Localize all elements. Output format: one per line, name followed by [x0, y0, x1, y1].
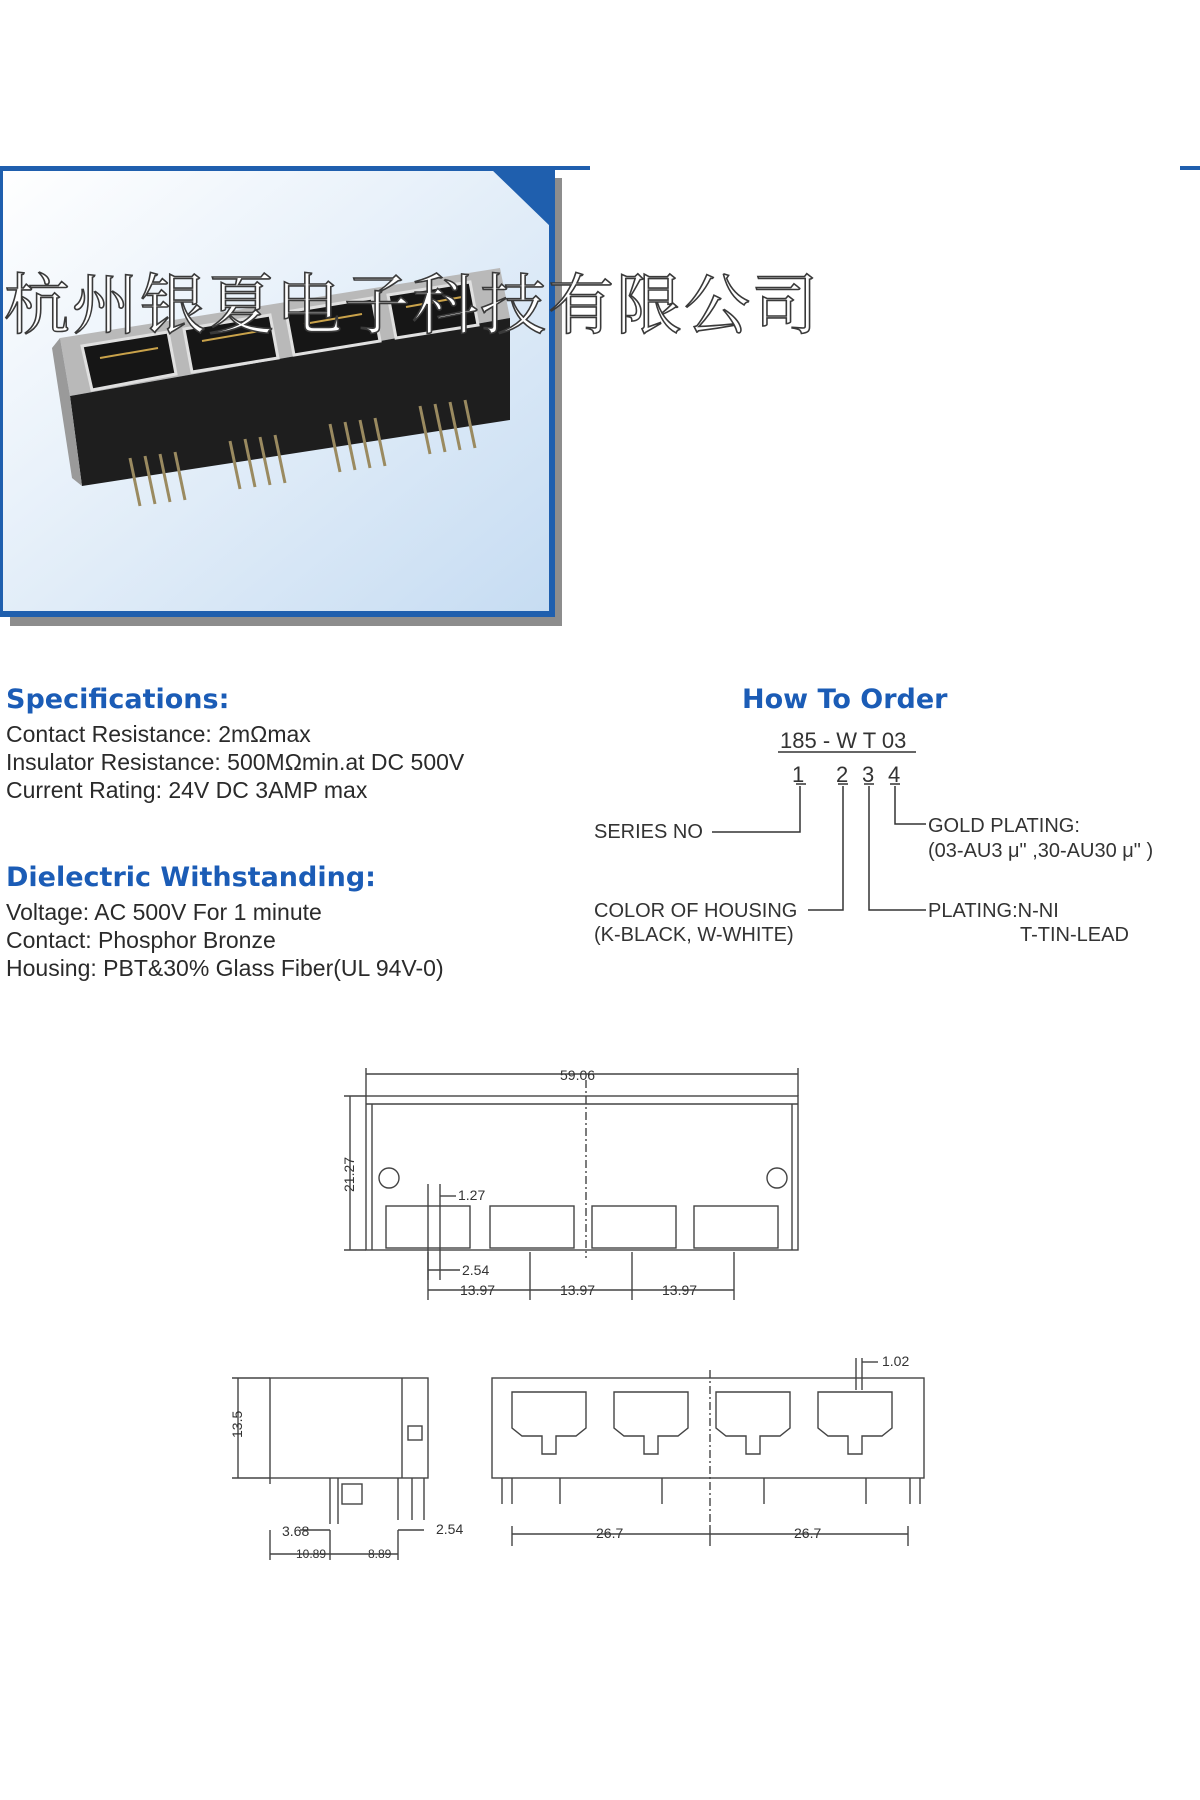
- order-leader-lines: [712, 752, 926, 910]
- color-options: (K-BLACK, W-WHITE): [594, 924, 794, 946]
- dim-height: 21.27: [341, 1156, 357, 1192]
- specifications-title: Specifications:: [6, 684, 230, 715]
- plating-label: PLATING:N-NI: [928, 900, 1059, 922]
- plating-tin: T-TIN-LEAD: [1020, 924, 1129, 946]
- dim-side-a: 3.68: [282, 1523, 310, 1539]
- dim-side-b: 10.89: [296, 1547, 327, 1561]
- spec-insulator-resistance: Insulator Resistance: 500MΩmin.at DC 500V: [6, 749, 465, 775]
- series-no-label: SERIES NO: [594, 821, 703, 843]
- gold-options: (03-AU3 μ" ,30-AU30 μ" ): [928, 840, 1154, 862]
- front-view-drawing: [492, 1358, 924, 1546]
- dim-spacing-3: 13.97: [662, 1282, 698, 1298]
- dim-pitch: 1.27: [458, 1187, 486, 1203]
- dim-front-pin: 1.02: [882, 1353, 910, 1369]
- dielectric-contact: Contact: Phosphor Bronze: [6, 927, 276, 953]
- dim-width: 59.06: [560, 1067, 596, 1083]
- dim-side-c: 8.89: [368, 1547, 392, 1561]
- dim-spacing-2: 13.97: [560, 1282, 596, 1298]
- dim-side-height: 13.5: [229, 1410, 245, 1438]
- part-number: 185 - W T 03: [780, 728, 907, 753]
- spec-current-rating: Current Rating: 24V DC 3AMP max: [6, 777, 368, 803]
- dim-offset: 2.54: [462, 1262, 490, 1278]
- dim-front-span-2: 26.7: [794, 1525, 822, 1541]
- index-3: 3: [862, 762, 875, 787]
- spec-contact-resistance: Contact Resistance: 2mΩmax: [6, 721, 311, 747]
- dielectric-housing: Housing: PBT&30% Glass Fiber(UL 94V-0): [6, 955, 444, 981]
- gold-plating-label: GOLD PLATING:: [928, 815, 1080, 837]
- side-view-drawing: [232, 1378, 428, 1560]
- dim-front-span-1: 26.7: [596, 1525, 624, 1541]
- top-view-drawing: [344, 1068, 798, 1300]
- dim-side-pin: 2.54: [436, 1521, 464, 1537]
- dielectric-title: Dielectric Withstanding:: [6, 862, 376, 893]
- index-1: 1: [792, 762, 805, 787]
- dielectric-voltage: Voltage: AC 500V For 1 minute: [6, 899, 322, 925]
- dim-spacing-1: 13.97: [460, 1282, 496, 1298]
- company-watermark: 杭州银夏电子科技有限公司: [4, 267, 820, 344]
- index-4: 4: [888, 762, 901, 787]
- index-2: 2: [836, 762, 849, 787]
- how-to-order-title: How To Order: [742, 684, 948, 715]
- color-housing-label: COLOR OF HOUSING: [594, 900, 798, 922]
